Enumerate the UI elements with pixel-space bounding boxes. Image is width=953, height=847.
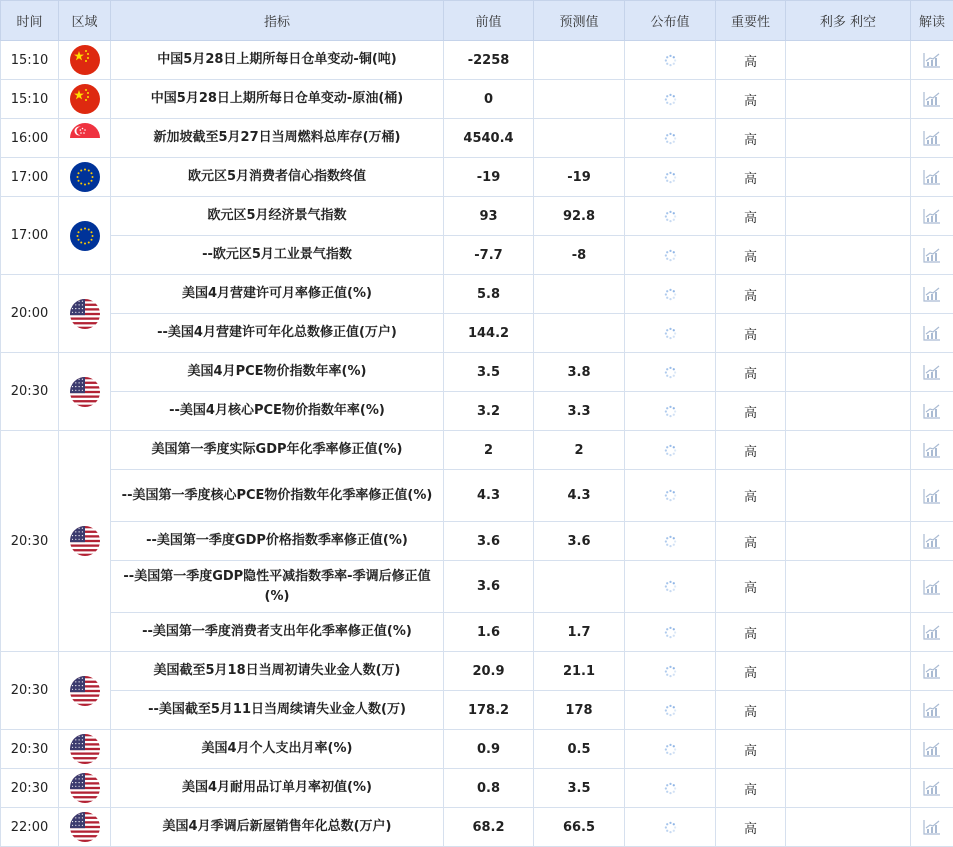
importance-value: 高: [716, 314, 786, 353]
analysis-cell[interactable]: [911, 236, 953, 275]
analysis-cell[interactable]: [911, 652, 953, 691]
previous-value: 20.9: [444, 652, 534, 691]
chart-analysis-icon[interactable]: [923, 534, 941, 549]
previous-value: 144.2: [444, 314, 534, 353]
previous-value: 1.6: [444, 613, 534, 652]
chart-analysis-icon[interactable]: [923, 326, 941, 341]
indicator-name[interactable]: 美国4月季调后新屋销售年化总数(万户): [111, 808, 444, 847]
analysis-cell[interactable]: [911, 730, 953, 769]
region-cell: [59, 808, 111, 847]
col-header-bull-bear: 利多 利空: [786, 1, 911, 41]
bull-bear-cell: [786, 197, 911, 236]
importance-value: 高: [716, 80, 786, 119]
previous-value: 0.9: [444, 730, 534, 769]
importance-value: 高: [716, 392, 786, 431]
loading-spinner-icon: [664, 209, 677, 224]
chart-analysis-icon[interactable]: [923, 131, 941, 146]
time-cell: 20:30: [1, 769, 59, 808]
forecast-value: -19: [534, 158, 625, 197]
bull-bear-cell: [786, 613, 911, 652]
importance-value: 高: [716, 691, 786, 730]
loading-spinner-icon: [664, 534, 677, 549]
region-cell: [59, 431, 111, 652]
table-row: [1, 314, 953, 353]
analysis-cell[interactable]: [911, 275, 953, 314]
importance-value: 高: [716, 613, 786, 652]
importance-value: 高: [716, 431, 786, 470]
region-cell: [59, 652, 111, 730]
table-row: [1, 691, 953, 730]
forecast-value: 1.7: [534, 613, 625, 652]
analysis-cell[interactable]: [911, 197, 953, 236]
usa-flag-icon: [70, 773, 100, 803]
loading-spinner-icon: [664, 287, 677, 302]
previous-value: 0: [444, 80, 534, 119]
importance-value: 高: [716, 652, 786, 691]
previous-value: 4.3: [444, 470, 534, 522]
analysis-cell[interactable]: [911, 41, 953, 80]
col-header-forecast: 预测值: [534, 1, 625, 41]
indicator-name[interactable]: 美国4月个人支出月率(%): [111, 730, 444, 769]
actual-value-cell: [625, 652, 716, 691]
bull-bear-cell: [786, 275, 911, 314]
analysis-cell[interactable]: [911, 119, 953, 158]
actual-value-cell: [625, 119, 716, 158]
region-cell: [59, 197, 111, 275]
table-row: [1, 275, 953, 314]
forecast-value: 178: [534, 691, 625, 730]
actual-value-cell: [625, 613, 716, 652]
bull-bear-cell: [786, 652, 911, 691]
actual-value-cell: [625, 691, 716, 730]
forecast-value: [534, 275, 625, 314]
indicator-name[interactable]: --美国第一季度消费者支出年化季率修正值(%): [111, 613, 444, 652]
analysis-cell[interactable]: [911, 80, 953, 119]
forecast-value: [534, 41, 625, 80]
chart-analysis-icon[interactable]: [923, 248, 941, 263]
bull-bear-cell: [786, 314, 911, 353]
bull-bear-cell: [786, 769, 911, 808]
loading-spinner-icon: [664, 820, 677, 835]
indicator-name[interactable]: 美国4月耐用品订单月率初值(%): [111, 769, 444, 808]
actual-value-cell: [625, 392, 716, 431]
indicator-name[interactable]: --美国4月营建许可年化总数修正值(万户): [111, 314, 444, 353]
loading-spinner-icon: [664, 53, 677, 68]
actual-value-cell: [625, 314, 716, 353]
chart-analysis-icon[interactable]: [923, 170, 941, 185]
indicator-name[interactable]: --美国截至5月11日当周续请失业金人数(万): [111, 691, 444, 730]
analysis-cell[interactable]: [911, 691, 953, 730]
chart-analysis-icon[interactable]: [923, 579, 941, 594]
loading-spinner-icon: [664, 625, 677, 640]
region-cell: [59, 275, 111, 353]
table-row: [1, 730, 953, 769]
indicator-name[interactable]: 美国截至5月18日当周初请失业金人数(万): [111, 652, 444, 691]
chart-analysis-icon[interactable]: [923, 781, 941, 796]
loading-spinner-icon: [664, 248, 677, 263]
previous-value: 178.2: [444, 691, 534, 730]
forecast-value: 3.5: [534, 769, 625, 808]
chart-analysis-icon[interactable]: [923, 365, 941, 380]
previous-value: 3.6: [444, 522, 534, 561]
usa-flag-icon: [70, 676, 100, 706]
col-header-region: 区域: [59, 1, 111, 41]
importance-value: 高: [716, 730, 786, 769]
actual-value-cell: [625, 236, 716, 275]
forecast-value: [534, 561, 625, 613]
table-row: [1, 353, 953, 392]
indicator-name[interactable]: --美国第一季度GDP价格指数季率修正值(%): [111, 522, 444, 561]
time-cell: 22:00: [1, 808, 59, 847]
actual-value-cell: [625, 561, 716, 613]
chart-analysis-icon[interactable]: [923, 664, 941, 679]
chart-analysis-icon[interactable]: [923, 53, 941, 68]
bull-bear-cell: [786, 119, 911, 158]
bull-bear-cell: [786, 236, 911, 275]
importance-value: 高: [716, 561, 786, 613]
indicator-name[interactable]: 美国4月PCE物价指数年率(%): [111, 353, 444, 392]
previous-value: 93: [444, 197, 534, 236]
bull-bear-cell: [786, 522, 911, 561]
previous-value: 3.5: [444, 353, 534, 392]
bull-bear-cell: [786, 730, 911, 769]
forecast-value: [534, 314, 625, 353]
time-cell: 20:30: [1, 730, 59, 769]
eu-flag-icon: [70, 221, 100, 251]
forecast-value: 66.5: [534, 808, 625, 847]
importance-value: 高: [716, 158, 786, 197]
forecast-value: 92.8: [534, 197, 625, 236]
bull-bear-cell: [786, 80, 911, 119]
table-row: [1, 392, 953, 431]
table-row: [1, 197, 953, 236]
loading-spinner-icon: [664, 443, 677, 458]
forecast-value: 3.6: [534, 522, 625, 561]
importance-value: 高: [716, 769, 786, 808]
loading-spinner-icon: [664, 742, 677, 757]
importance-value: 高: [716, 275, 786, 314]
loading-spinner-icon: [664, 579, 677, 594]
table-row: [1, 522, 953, 561]
actual-value-cell: [625, 275, 716, 314]
analysis-cell[interactable]: [911, 613, 953, 652]
china-flag-icon: [70, 84, 100, 114]
analysis-cell[interactable]: [911, 392, 953, 431]
chart-analysis-icon[interactable]: [923, 488, 941, 503]
actual-value-cell: [625, 769, 716, 808]
loading-spinner-icon: [664, 404, 677, 419]
singapore-flag-icon: [70, 123, 100, 153]
importance-value: 高: [716, 236, 786, 275]
actual-value-cell: [625, 353, 716, 392]
usa-flag-icon: [70, 734, 100, 764]
indicator-name[interactable]: --美国第一季度GDP隐性平减指数季率-季调后修正值(%): [111, 561, 444, 613]
loading-spinner-icon: [664, 703, 677, 718]
table-row: [1, 431, 953, 470]
bull-bear-cell: [786, 158, 911, 197]
usa-flag-icon: [70, 526, 100, 556]
usa-flag-icon: [70, 812, 100, 842]
header-row: [1, 1, 953, 41]
table-row: [1, 158, 953, 197]
actual-value-cell: [625, 730, 716, 769]
bull-bear-cell: [786, 392, 911, 431]
chart-analysis-icon[interactable]: [923, 287, 941, 302]
table-row: [1, 769, 953, 808]
forecast-value: 3.8: [534, 353, 625, 392]
chart-analysis-icon[interactable]: [923, 820, 941, 835]
loading-spinner-icon: [664, 664, 677, 679]
forecast-value: -8: [534, 236, 625, 275]
actual-value-cell: [625, 158, 716, 197]
time-cell: 15:10: [1, 80, 59, 119]
loading-spinner-icon: [664, 92, 677, 107]
region-cell: [59, 353, 111, 431]
forecast-value: 21.1: [534, 652, 625, 691]
time-cell: 20:30: [1, 353, 59, 431]
loading-spinner-icon: [664, 365, 677, 380]
loading-spinner-icon: [664, 170, 677, 185]
table-row: [1, 41, 953, 80]
indicator-name[interactable]: --美国第一季度核心PCE物价指数年化季率修正值(%): [111, 470, 444, 522]
region-cell: [59, 730, 111, 769]
region-cell: [59, 769, 111, 808]
analysis-cell[interactable]: [911, 522, 953, 561]
table-row: [1, 613, 953, 652]
forecast-value: 4.3: [534, 470, 625, 522]
importance-value: 高: [716, 808, 786, 847]
chart-analysis-icon[interactable]: [923, 209, 941, 224]
forecast-value: [534, 119, 625, 158]
indicator-name[interactable]: --美国4月核心PCE物价指数年率(%): [111, 392, 444, 431]
forecast-value: 3.3: [534, 392, 625, 431]
previous-value: 3.2: [444, 392, 534, 431]
time-cell: 16:00: [1, 119, 59, 158]
table-row: [1, 470, 953, 522]
analysis-cell[interactable]: [911, 470, 953, 522]
previous-value: 5.8: [444, 275, 534, 314]
previous-value: -19: [444, 158, 534, 197]
indicator-name[interactable]: 中国5月28日上期所每日仓单变动-原油(桶): [111, 80, 444, 119]
analysis-cell[interactable]: [911, 314, 953, 353]
actual-value-cell: [625, 470, 716, 522]
table-row: [1, 80, 953, 119]
china-flag-icon: [70, 45, 100, 75]
bull-bear-cell: [786, 561, 911, 613]
calendar-body: [1, 41, 953, 847]
analysis-cell[interactable]: [911, 158, 953, 197]
previous-value: 4540.4: [444, 119, 534, 158]
analysis-cell[interactable]: [911, 808, 953, 847]
indicator-name[interactable]: --欧元区5月工业景气指数: [111, 236, 444, 275]
table-row: [1, 119, 953, 158]
previous-value: 3.6: [444, 561, 534, 613]
time-cell: 20:30: [1, 431, 59, 652]
indicator-name[interactable]: 欧元区5月消费者信心指数终值: [111, 158, 444, 197]
table-row: [1, 808, 953, 847]
actual-value-cell: [625, 431, 716, 470]
bull-bear-cell: [786, 41, 911, 80]
bull-bear-cell: [786, 470, 911, 522]
chart-analysis-icon[interactable]: [923, 404, 941, 419]
table-row: [1, 236, 953, 275]
eu-flag-icon: [70, 162, 100, 192]
previous-value: -2258: [444, 41, 534, 80]
forecast-value: 2: [534, 431, 625, 470]
indicator-name[interactable]: 美国第一季度实际GDP年化季率修正值(%): [111, 431, 444, 470]
time-cell: 15:10: [1, 41, 59, 80]
region-cell: [59, 41, 111, 80]
region-cell: [59, 80, 111, 119]
indicator-name[interactable]: 美国4月营建许可月率修正值(%): [111, 275, 444, 314]
region-cell: [59, 119, 111, 158]
loading-spinner-icon: [664, 326, 677, 341]
actual-value-cell: [625, 522, 716, 561]
usa-flag-icon: [70, 377, 100, 407]
analysis-cell[interactable]: [911, 561, 953, 613]
time-cell: 20:00: [1, 275, 59, 353]
region-cell: [59, 158, 111, 197]
col-header-actual: 公布值: [625, 1, 716, 41]
usa-flag-icon: [70, 299, 100, 329]
bull-bear-cell: [786, 691, 911, 730]
time-cell: 17:00: [1, 158, 59, 197]
chart-analysis-icon[interactable]: [923, 92, 941, 107]
indicator-name[interactable]: 中国5月28日上期所每日仓单变动-铜(吨): [111, 41, 444, 80]
col-header-importance: 重要性: [716, 1, 786, 41]
previous-value: 2: [444, 431, 534, 470]
col-header-previous: 前值: [444, 1, 534, 41]
bull-bear-cell: [786, 353, 911, 392]
previous-value: 0.8: [444, 769, 534, 808]
importance-value: 高: [716, 470, 786, 522]
importance-value: 高: [716, 522, 786, 561]
importance-value: 高: [716, 41, 786, 80]
col-header-time: 时间: [1, 1, 59, 41]
time-cell: 20:30: [1, 652, 59, 730]
analysis-cell[interactable]: [911, 431, 953, 470]
loading-spinner-icon: [664, 131, 677, 146]
loading-spinner-icon: [664, 781, 677, 796]
previous-value: 68.2: [444, 808, 534, 847]
loading-spinner-icon: [664, 488, 677, 503]
bull-bear-cell: [786, 808, 911, 847]
actual-value-cell: [625, 80, 716, 119]
col-header-analysis: 解读: [911, 1, 953, 41]
col-header-indicator: 指标: [111, 1, 444, 41]
indicator-name[interactable]: 欧元区5月经济景气指数: [111, 197, 444, 236]
forecast-value: 0.5: [534, 730, 625, 769]
bull-bear-cell: [786, 431, 911, 470]
actual-value-cell: [625, 808, 716, 847]
importance-value: 高: [716, 353, 786, 392]
importance-value: 高: [716, 197, 786, 236]
indicator-name[interactable]: 新加坡截至5月27日当周燃料总库存(万桶): [111, 119, 444, 158]
chart-analysis-icon[interactable]: [923, 742, 941, 757]
table-row: [1, 561, 953, 613]
analysis-cell[interactable]: [911, 769, 953, 808]
chart-analysis-icon[interactable]: [923, 703, 941, 718]
analysis-cell[interactable]: [911, 353, 953, 392]
actual-value-cell: [625, 41, 716, 80]
chart-analysis-icon[interactable]: [923, 625, 941, 640]
previous-value: -7.7: [444, 236, 534, 275]
time-cell: 17:00: [1, 197, 59, 275]
actual-value-cell: [625, 197, 716, 236]
table-row: [1, 652, 953, 691]
importance-value: 高: [716, 119, 786, 158]
chart-analysis-icon[interactable]: [923, 443, 941, 458]
forecast-value: [534, 80, 625, 119]
